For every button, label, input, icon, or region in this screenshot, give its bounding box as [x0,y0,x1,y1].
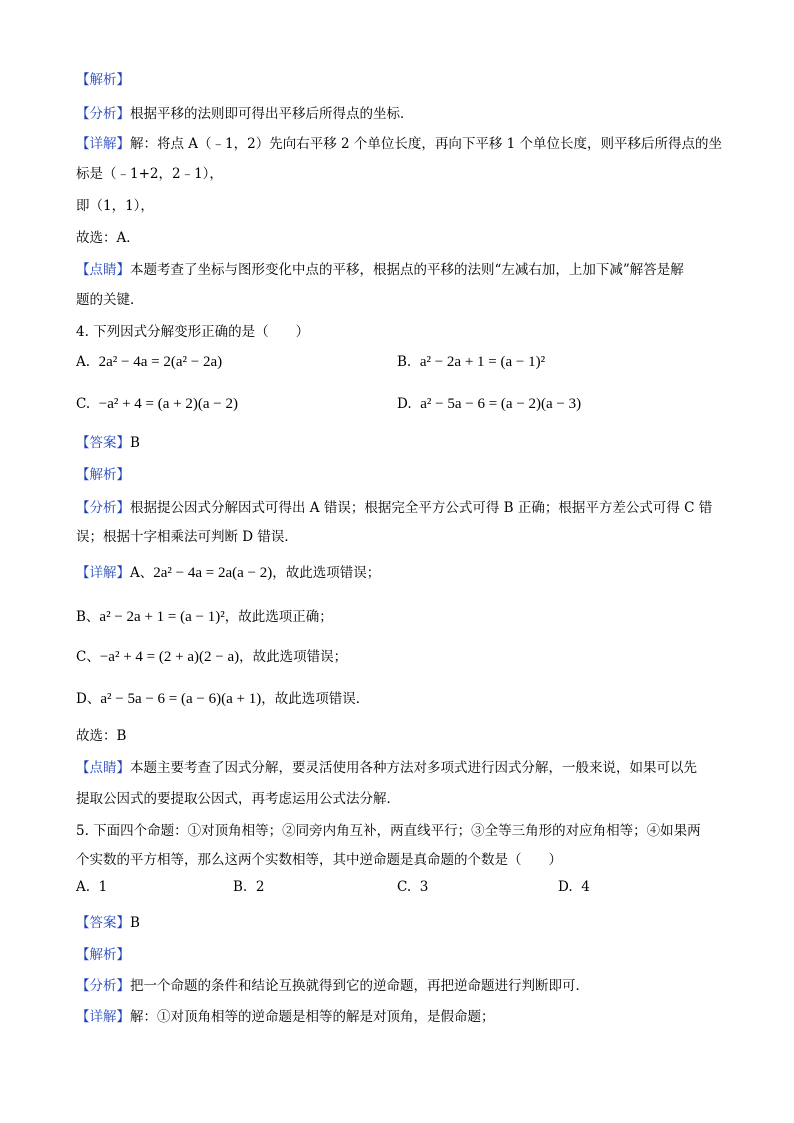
q4-option-a [76,354,222,371]
q5-option-d [558,879,590,895]
q4-option-c [76,396,238,413]
tag: 【答案】 [76,915,130,931]
q5-option-a [76,879,107,895]
q3-dianjing [76,258,684,278]
tag: 【详解】 [76,565,130,581]
q4-fenxi-line2: 误；根据十字相乘法可判断 D 错误． [76,529,298,545]
q5-stem-line2: 个实数的平方相等，那么这两个实数相等，其中逆命题是真命题的个数是（ ） [76,852,562,868]
q5-option-c [397,879,428,895]
text: B [130,435,140,451]
detail-expr: a² − 2a + 1 = (a − 1)² [99,609,225,625]
tag: 【分析】 [76,500,130,516]
option-expr: 2a² − 4a = 2(a² − 2a) [98,354,223,370]
text: 解：①对顶角相等的逆命题是相等的解是对顶角，是假命题； [130,1009,495,1025]
detail-prefix: D、 [76,691,101,707]
tag: 【详解】 [76,136,130,152]
tag: 【点睛】 [76,760,130,776]
q4-choose: 故选：B [76,728,127,744]
q4-stem: 4. 下列因式分解变形正确的是（ ） [76,324,310,340]
tag: 【分析】 [76,978,130,994]
text: 根据平移的法则即可得出平移后所得点的坐标． [130,106,414,122]
q4-fenxi [76,496,712,516]
q5-option-b [233,879,264,895]
option-label: C. [76,396,91,412]
tag: 【解析】 [76,947,130,963]
option-label: A. [76,879,91,895]
q5-answer [76,911,140,931]
q4-option-d [397,396,581,413]
text: 本题考查了坐标与图形变化中点的平移，根据点的平移的法则“左减右加，上加下减”解答是解 [130,262,684,278]
option-label: B. [397,354,412,370]
detail-prefix: C、 [76,649,100,665]
text: 本题主要考查了因式分解，要灵活使用各种方法对多项式进行因式分解，一般来说，如果可以先 [130,760,697,776]
option-value: 3 [419,879,429,895]
option-value: 4 [581,879,590,895]
q3-fenxi [76,102,414,122]
tag: 【解析】 [76,467,130,483]
q4-detail-b [76,605,333,626]
detail-suffix: ，故此选项正确； [224,609,333,625]
q4-detail-c [76,645,347,666]
text: 根据提公因式分解因式可得出 A 错误；根据完全平方公式可得 B 正确；根据平方差公式可得 C 错 [130,500,713,516]
q3-choose: 故选：A． [76,230,140,246]
text: B [130,915,140,931]
detail-prefix: B、 [76,609,100,625]
q3-xiangjie [76,132,722,152]
q3-analysis-heading [76,68,130,88]
q4-detail-a [76,561,380,582]
detail-suffix: ，故此选项错误； [272,565,381,581]
text: 解：将点 A（﹣1，2）先向右平移 2 个单位长度，再向下平移 1 个单位长度，则平移后所得点的坐 [130,136,723,152]
q4-answer [76,431,140,451]
detail-expr: 2a² − 4a = 2a(a − 2) [153,565,273,581]
q3-xiangjie-line2: 标是（﹣1+2，2﹣1）， [76,166,223,182]
option-label: B. [233,879,248,895]
detail-suffix: ，故此选项错误． [261,691,370,707]
q4-analysis-heading [76,463,130,483]
q5-xiangjie [76,1005,495,1025]
option-label: A. [76,354,91,370]
q5-analysis-heading [76,943,130,963]
option-expr: a² − 2a + 1 = (a − 1)² [419,354,546,370]
q5-fenxi [76,974,589,994]
option-label: C. [397,879,412,895]
detail-expr: −a² + 4 = (2 + a)(2 − a) [99,649,240,665]
q4-dianjing [76,756,697,776]
detail-prefix: A、 [130,565,154,581]
option-expr: −a² + 4 = (a + 2)(a − 2) [98,396,238,412]
q4-option-b [397,354,545,371]
tag: 【解析】 [76,72,130,88]
option-value: 1 [98,879,108,895]
detail-expr: a² − 5a − 6 = (a − 6)(a + 1) [100,691,262,707]
tag: 【答案】 [76,435,130,451]
q4-detail-d [76,687,369,708]
text: 把一个命题的条件和结论互换就得到它的逆命题，再把逆命题进行判断即可． [130,978,589,994]
q5-stem: 5. 下面四个命题：①对顶角相等；②同旁内角互补，两直线平行；③全等三角形的对应角相等；④如果两 [76,823,701,839]
option-value: 2 [255,879,265,895]
option-label: D. [397,396,412,412]
tag: 【点睛】 [76,262,130,278]
q3-xiangjie-line3: 即（1，1）， [76,198,154,214]
option-expr: a² − 5a − 6 = (a − 2)(a − 3) [420,396,582,412]
detail-suffix: ，故此选项错误； [239,649,348,665]
tag: 【分析】 [76,106,130,122]
q3-dianjing-line2: 题的关键． [76,292,144,308]
tag: 【详解】 [76,1009,130,1025]
q4-dianjing-line2: 提取公因式的要提取公因式，再考虑运用公式法分解． [76,791,400,807]
option-label: D. [558,879,573,895]
